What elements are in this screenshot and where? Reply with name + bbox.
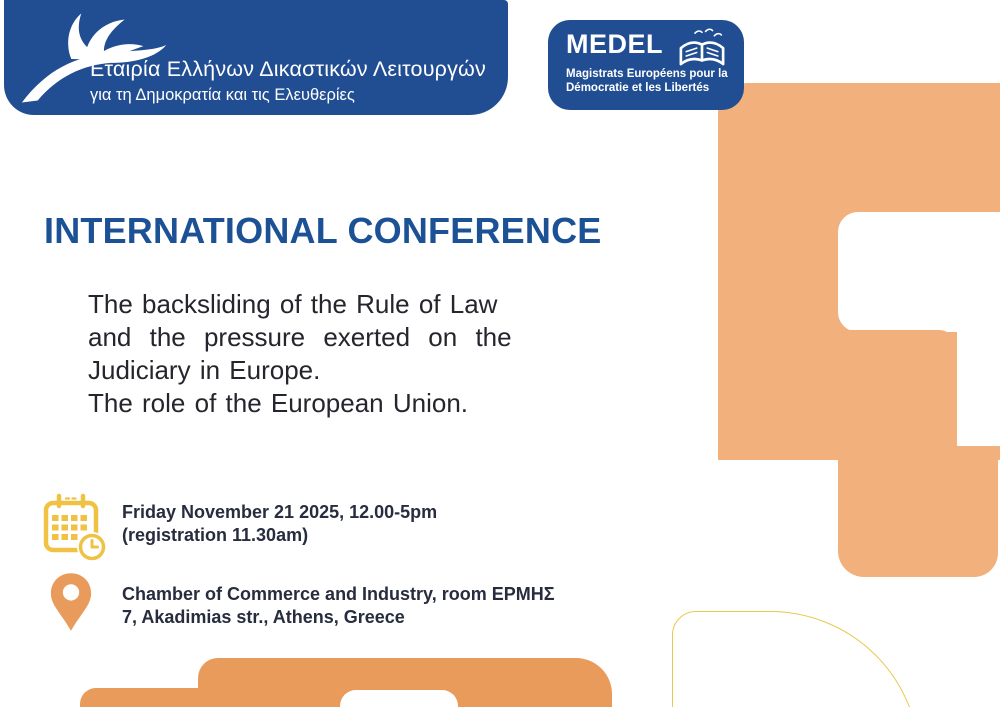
event-venue-line2: 7, Akadimias str., Athens, Greece <box>122 606 405 627</box>
topic-line-3: Judiciary in Europe. <box>88 355 321 385</box>
organisation-name <box>90 57 486 105</box>
decor-yellow-outline-shape <box>672 611 920 707</box>
event-datetime-line1: Friday November 21 2025, 12.00-5pm <box>122 502 438 522</box>
topic-line-4: The role of the European Union. <box>88 388 469 418</box>
conference-title: INTERNATIONAL CONFERENCE <box>44 210 602 251</box>
decor-white-notch-upper <box>838 212 1000 332</box>
open-book-icon <box>672 27 732 71</box>
event-venue-line1: Chamber of Commerce and Industry, room ΕΡΜΗΣ <box>122 584 555 604</box>
location-pin-icon <box>48 570 94 634</box>
organisation-name-line1: Εταιρία Ελλήνων Δικαστικών Λειτουργών <box>90 57 486 81</box>
medel-subtitle-line1: Magistrats Européens pour la <box>566 68 728 80</box>
decor-orange-mid-band <box>718 330 957 460</box>
medel-badge <box>548 20 744 110</box>
event-datetime <box>122 501 437 547</box>
medel-subtitle <box>566 67 728 95</box>
organisation-name-line2: για τη Δημοκρατία και τις Ελευθερίες <box>90 86 355 104</box>
decor-folder-white-notch <box>340 690 458 707</box>
topic-line-2: and the pressure exerted on the <box>88 322 512 352</box>
event-venue <box>122 583 555 628</box>
conference-topic <box>88 288 512 420</box>
decor-orange-lower-column <box>838 446 998 577</box>
medel-acronym: MEDEL <box>566 29 663 59</box>
decor-white-notch-strip <box>957 330 1000 446</box>
organisation-banner <box>4 0 508 115</box>
calendar-clock-icon <box>42 492 108 564</box>
topic-line-1: The backsliding of the Rule of Law <box>88 289 498 319</box>
event-datetime-line2: (registration 11.30am) <box>122 525 309 545</box>
medel-subtitle-line2: Démocratie et les Libertés <box>566 82 710 94</box>
